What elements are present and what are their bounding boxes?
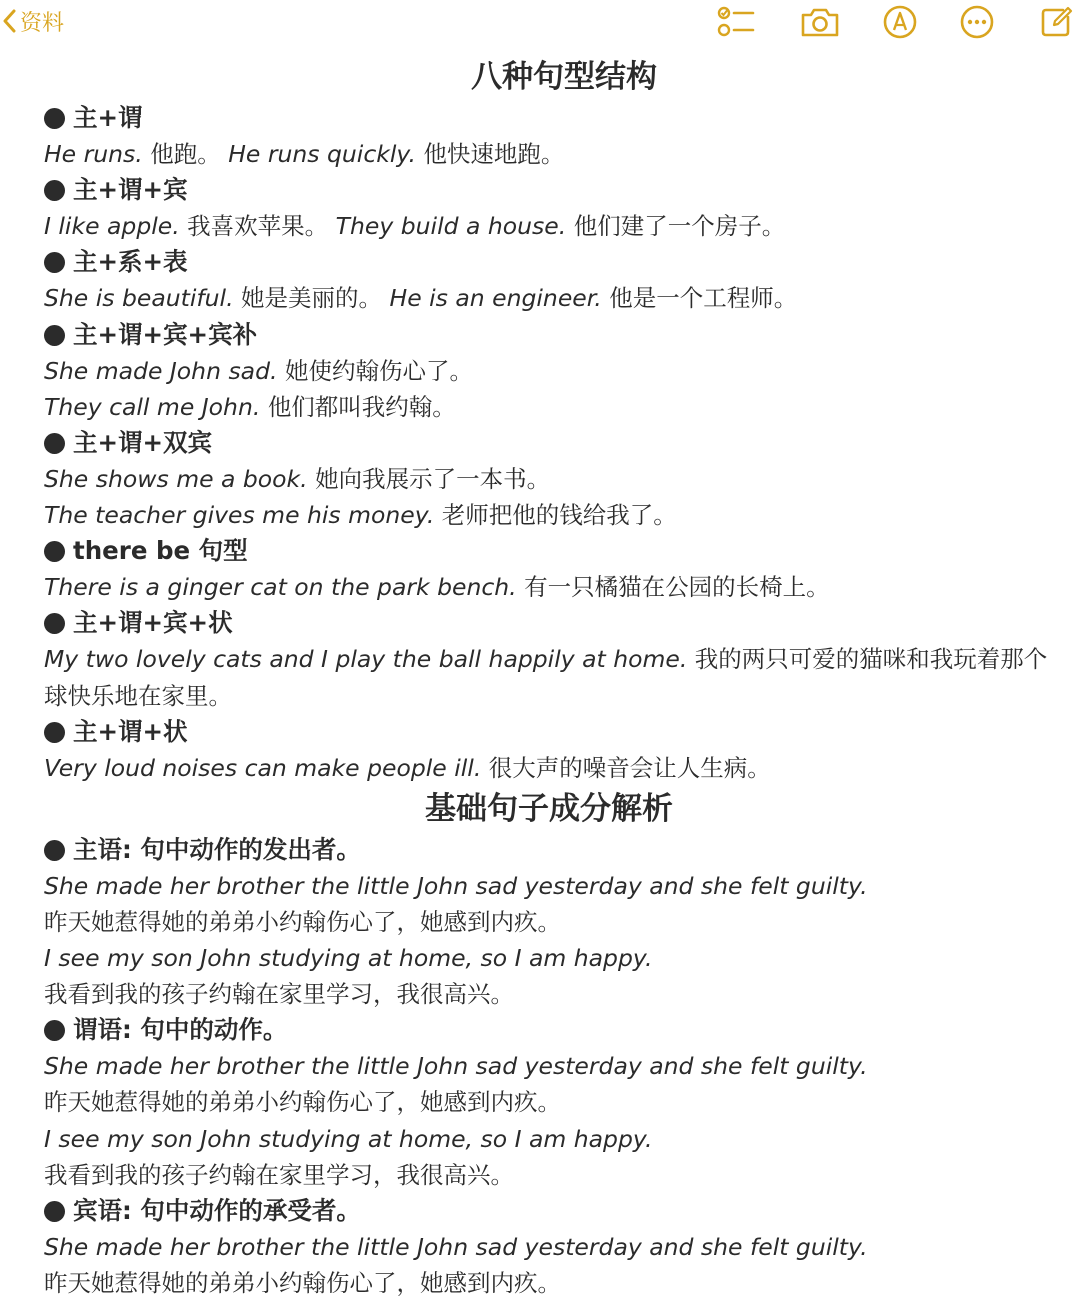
chinese-translation: 她使约翰伤心了。 [284, 356, 473, 385]
bullet-heading [44, 1193, 1054, 1229]
chinese-translation: 我的两只可爱的猫咪和我玩着那个球快乐地在家里。 [44, 645, 1048, 710]
bullet-heading [44, 317, 1054, 353]
bullet-icon [44, 108, 65, 129]
example-line [44, 1265, 1054, 1301]
chinese-translation: 很大声的噪音会让人生病。 [488, 753, 771, 782]
example-line [44, 1157, 1054, 1193]
example-line [44, 389, 1054, 425]
heading-text: 主+谓+状 [73, 716, 188, 746]
section-title: 基础句子成分解析 [425, 790, 673, 827]
chinese-translation: 他快速地跑。 [423, 140, 565, 169]
example-line [44, 1084, 1054, 1120]
example-line [44, 976, 1054, 1012]
bullet-heading [44, 533, 1054, 569]
english-sentence: She shows me a book. [44, 464, 308, 493]
bullet-heading [44, 425, 1054, 461]
bullet-icon [44, 180, 65, 201]
chinese-translation: 他跑。 [150, 140, 221, 169]
example-line [44, 208, 1054, 244]
chinese-translation: 他们都叫我约翰。 [267, 392, 456, 421]
chinese-translation: 他们建了一个房子。 [573, 212, 786, 241]
checklist-button[interactable] [716, 2, 756, 42]
sentence-patterns-section [44, 100, 1054, 786]
more-button[interactable] [957, 2, 997, 42]
chinese-translation: 昨天她惹得她的弟弟小约翰伤心了，她感到内疚。 [44, 907, 561, 936]
note-title: 八种句型结构 [471, 59, 657, 95]
note-body[interactable] [44, 50, 1054, 1301]
heading-text: 主+谓+宾+宾补 [73, 319, 258, 349]
bullet-heading [44, 100, 1054, 136]
example-line [44, 940, 1054, 976]
compose-button[interactable] [1036, 2, 1076, 42]
chinese-translation: 我喜欢苹果。 [187, 212, 329, 241]
example-line [44, 280, 1054, 316]
heading-text: there be 句型 [73, 536, 248, 566]
bullet-icon [44, 613, 65, 634]
camera-button[interactable] [798, 2, 842, 42]
bullet-icon [44, 1201, 65, 1222]
heading-text: 主+系+表 [73, 247, 188, 277]
example-line [44, 353, 1054, 389]
example-line [44, 641, 1054, 713]
example-line [44, 1121, 1054, 1157]
markup-button[interactable] [880, 2, 920, 42]
english-sentence: There is a ginger cat on the park bench. [44, 573, 517, 602]
english-sentence: I see my son John studying at home, so I am happy. [44, 1124, 653, 1153]
markup-icon [882, 4, 918, 40]
more-icon [959, 4, 995, 40]
example-line [44, 1229, 1054, 1265]
back-button[interactable] [2, 4, 64, 38]
chinese-translation: 昨天她惹得她的弟弟小约翰伤心了，她感到内疚。 [44, 1268, 561, 1297]
checklist-icon [717, 5, 755, 39]
example-line [44, 904, 1054, 940]
chinese-translation: 有一只橘猫在公园的长椅上。 [524, 573, 830, 602]
english-sentence: Very loud noises can make people ill. [44, 753, 482, 782]
compose-icon [1039, 5, 1073, 39]
english-sentence: She made her brother the little John sad yesterday and she felt guilty. [44, 871, 868, 900]
chevron-left-icon [2, 9, 16, 33]
example-line [44, 136, 1054, 172]
bullet-heading [44, 172, 1054, 208]
bullet-icon [44, 1020, 65, 1041]
chinese-translation: 她是美丽的。 [241, 284, 383, 313]
bullet-heading [44, 714, 1054, 750]
bullet-icon [44, 541, 65, 562]
bullet-icon [44, 325, 65, 346]
english-sentence: She made John sad. [44, 356, 278, 385]
english-sentence: They call me John. [44, 392, 261, 421]
sentence-components-section [44, 832, 1054, 1301]
english-sentence: I like apple. [44, 212, 180, 241]
english-sentence: He runs. [44, 140, 143, 169]
chinese-translation: 老师把他的钱给我了。 [441, 501, 677, 530]
example-line [44, 1048, 1054, 1084]
example-line [44, 461, 1054, 497]
bullet-icon [44, 840, 65, 861]
bullet-heading [44, 832, 1054, 868]
heading-text: 主+谓+双宾 [73, 427, 213, 457]
example-line [44, 868, 1054, 904]
bullet-icon [44, 722, 65, 743]
chinese-translation: 她向我展示了一本书。 [315, 464, 551, 493]
chinese-translation: 我看到我的孩子约翰在家里学习，我很高兴。 [44, 980, 514, 1009]
bullet-icon [44, 252, 65, 273]
back-label: 资料 [20, 10, 65, 36]
heading-text: 谓语: 句中的动作。 [73, 1015, 288, 1045]
heading-text: 主语: 句中动作的发出者。 [73, 834, 361, 864]
bullet-icon [44, 433, 65, 454]
english-sentence: My two lovely cats and I play the ball happily at home. [44, 645, 688, 674]
top-toolbar [0, 0, 1080, 44]
bullet-heading [44, 244, 1054, 280]
camera-icon [800, 6, 840, 38]
chinese-translation: 他是一个工程师。 [609, 284, 798, 313]
heading-text: 宾语: 句中动作的承受者。 [73, 1195, 361, 1225]
bullet-heading [44, 1012, 1054, 1048]
english-sentence: She made her brother the little John sad yesterday and she felt guilty. [44, 1232, 868, 1261]
bullet-heading [44, 605, 1054, 641]
english-sentence: They build a house. [335, 212, 567, 241]
chinese-translation: 我看到我的孩子约翰在家里学习，我很高兴。 [44, 1160, 514, 1189]
example-line [44, 497, 1054, 533]
example-line [44, 569, 1054, 605]
english-sentence: The teacher gives me his money. [44, 501, 435, 530]
english-sentence: She made her brother the little John sad yesterday and she felt guilty. [44, 1052, 868, 1081]
english-sentence: He runs quickly. [228, 140, 416, 169]
heading-text: 主+谓+宾+状 [73, 608, 233, 638]
heading-text: 主+谓+宾 [73, 175, 188, 205]
english-sentence: I see my son John studying at home, so I am happy. [44, 944, 653, 973]
chinese-translation: 昨天她惹得她的弟弟小约翰伤心了，她感到内疚。 [44, 1088, 561, 1117]
english-sentence: He is an engineer. [389, 284, 602, 313]
example-line [44, 750, 1054, 786]
english-sentence: She is beautiful. [44, 284, 234, 313]
heading-text: 主+谓 [73, 103, 143, 132]
